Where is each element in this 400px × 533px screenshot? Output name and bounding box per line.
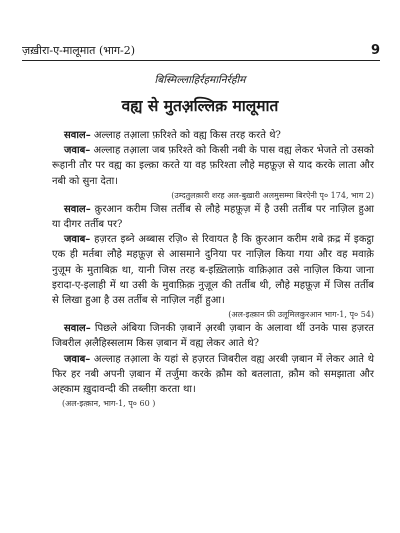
answer-text: अल्लाह तआ़ला जब फ़रिश्ते को किसी नबी के पास वह्य लेकर भेजते तो उसको रूहानी तौर पर वह्य का इल्क़ा करते या वह फ़रिश्ता लौहे महफ़ूज़ से याद करके लाता और नबी को सुना देता। <box>52 145 374 187</box>
question-3 <box>52 321 374 351</box>
question-text: क़ुरआन करीम जिस तर्तीब से लौहे महफ़ूज़ में है उसी तर्तीब पर नाज़िल हुआ या दीगर तर्तीब पर? <box>52 203 374 231</box>
answer-label: जवाब– <box>64 145 91 157</box>
question-text: पिछले अंबिया जिनकी ज़बानें अ़रबी ज़बान के अलावा थीं उनके पास हज़रत जिबरील अ़लैहिस्सलाम किस ज़बान में वह्य लेकर आते थे? <box>52 323 374 350</box>
question-1 <box>52 128 374 143</box>
answer-1 <box>52 143 374 189</box>
question-label: सवाल– <box>64 323 91 335</box>
answer-text: अल्लाह तआ़ला के यहां से हज़रत जिबरील वह्य अरबी ज़बान में लेकर आते थे फिर हर नबी अपनी ज़बान में तर्जुमा करके क़ौम को बतलाता, क़ौम को समझाता और अह्काम ख़ुदावन्दी की तब्लीग़ करता था। <box>52 353 374 396</box>
reference-3: (अल-इत्क़ान, भाग-1, पृ० 60 ) <box>62 399 156 409</box>
answer-text: हज़रत इब्ने अब्बास रज़ि० से रिवायत है कि क़ुरआन करीम शबे क़द्र में इकट्ठा एक ही मर्तबा लौहे महफ़ूज़ से आसमाने दुनिया पर नाज़िल किया गया और वह मवाक़े नुज़ूम के मुताबिक़ था, यानी जिस तरह ब-इख़्तिलाफ़े वाक़िआ़त उसे नाज़िल किया जाना इरादा-ए-इलाही में था उसी के मुवाफ़िक़ नुज़ूल की तर्तीब थी, लौहे महफ़ूज़ में जिस तर्तीब से लिखा हुआ है उस तर्तीब से नाज़िल नहीं हुआ। <box>52 234 374 307</box>
page-number: 9 <box>370 43 380 58</box>
question-2 <box>52 202 374 232</box>
reference-1: (उम्दतुलक़ारी शरह अल-बुख़ारी अलमुसम्मा बिरऐनी पृ० 174, भाग 2) <box>171 190 374 200</box>
answer-3 <box>52 352 374 398</box>
question-label: सवाल– <box>64 130 91 141</box>
page-content <box>52 128 374 410</box>
question-text: अल्लाह तआ़ला फ़रिश्ते को वह्य किस तरह करते थे? <box>90 130 281 141</box>
answer-label: जवाब– <box>64 353 91 365</box>
answer-2 <box>52 232 374 308</box>
reference-2: (अल-इत्क़ान फ़ी उलूमिलक़ुरआन भाग-1, पृ० 54) <box>228 310 374 320</box>
book-title: ज़ख़ीरा-ए-मालूमात (भाग-2) <box>22 44 136 57</box>
answer-label: जवाब– <box>64 234 91 246</box>
page-header <box>22 36 380 61</box>
question-label: सवाल– <box>64 203 91 215</box>
bismillah: बिस्मिल्लाहिर्रहमानिर्रहीम <box>154 74 246 86</box>
section-title: वह्य से मुतअ़ल्लिक़ मालूमात <box>121 96 279 115</box>
